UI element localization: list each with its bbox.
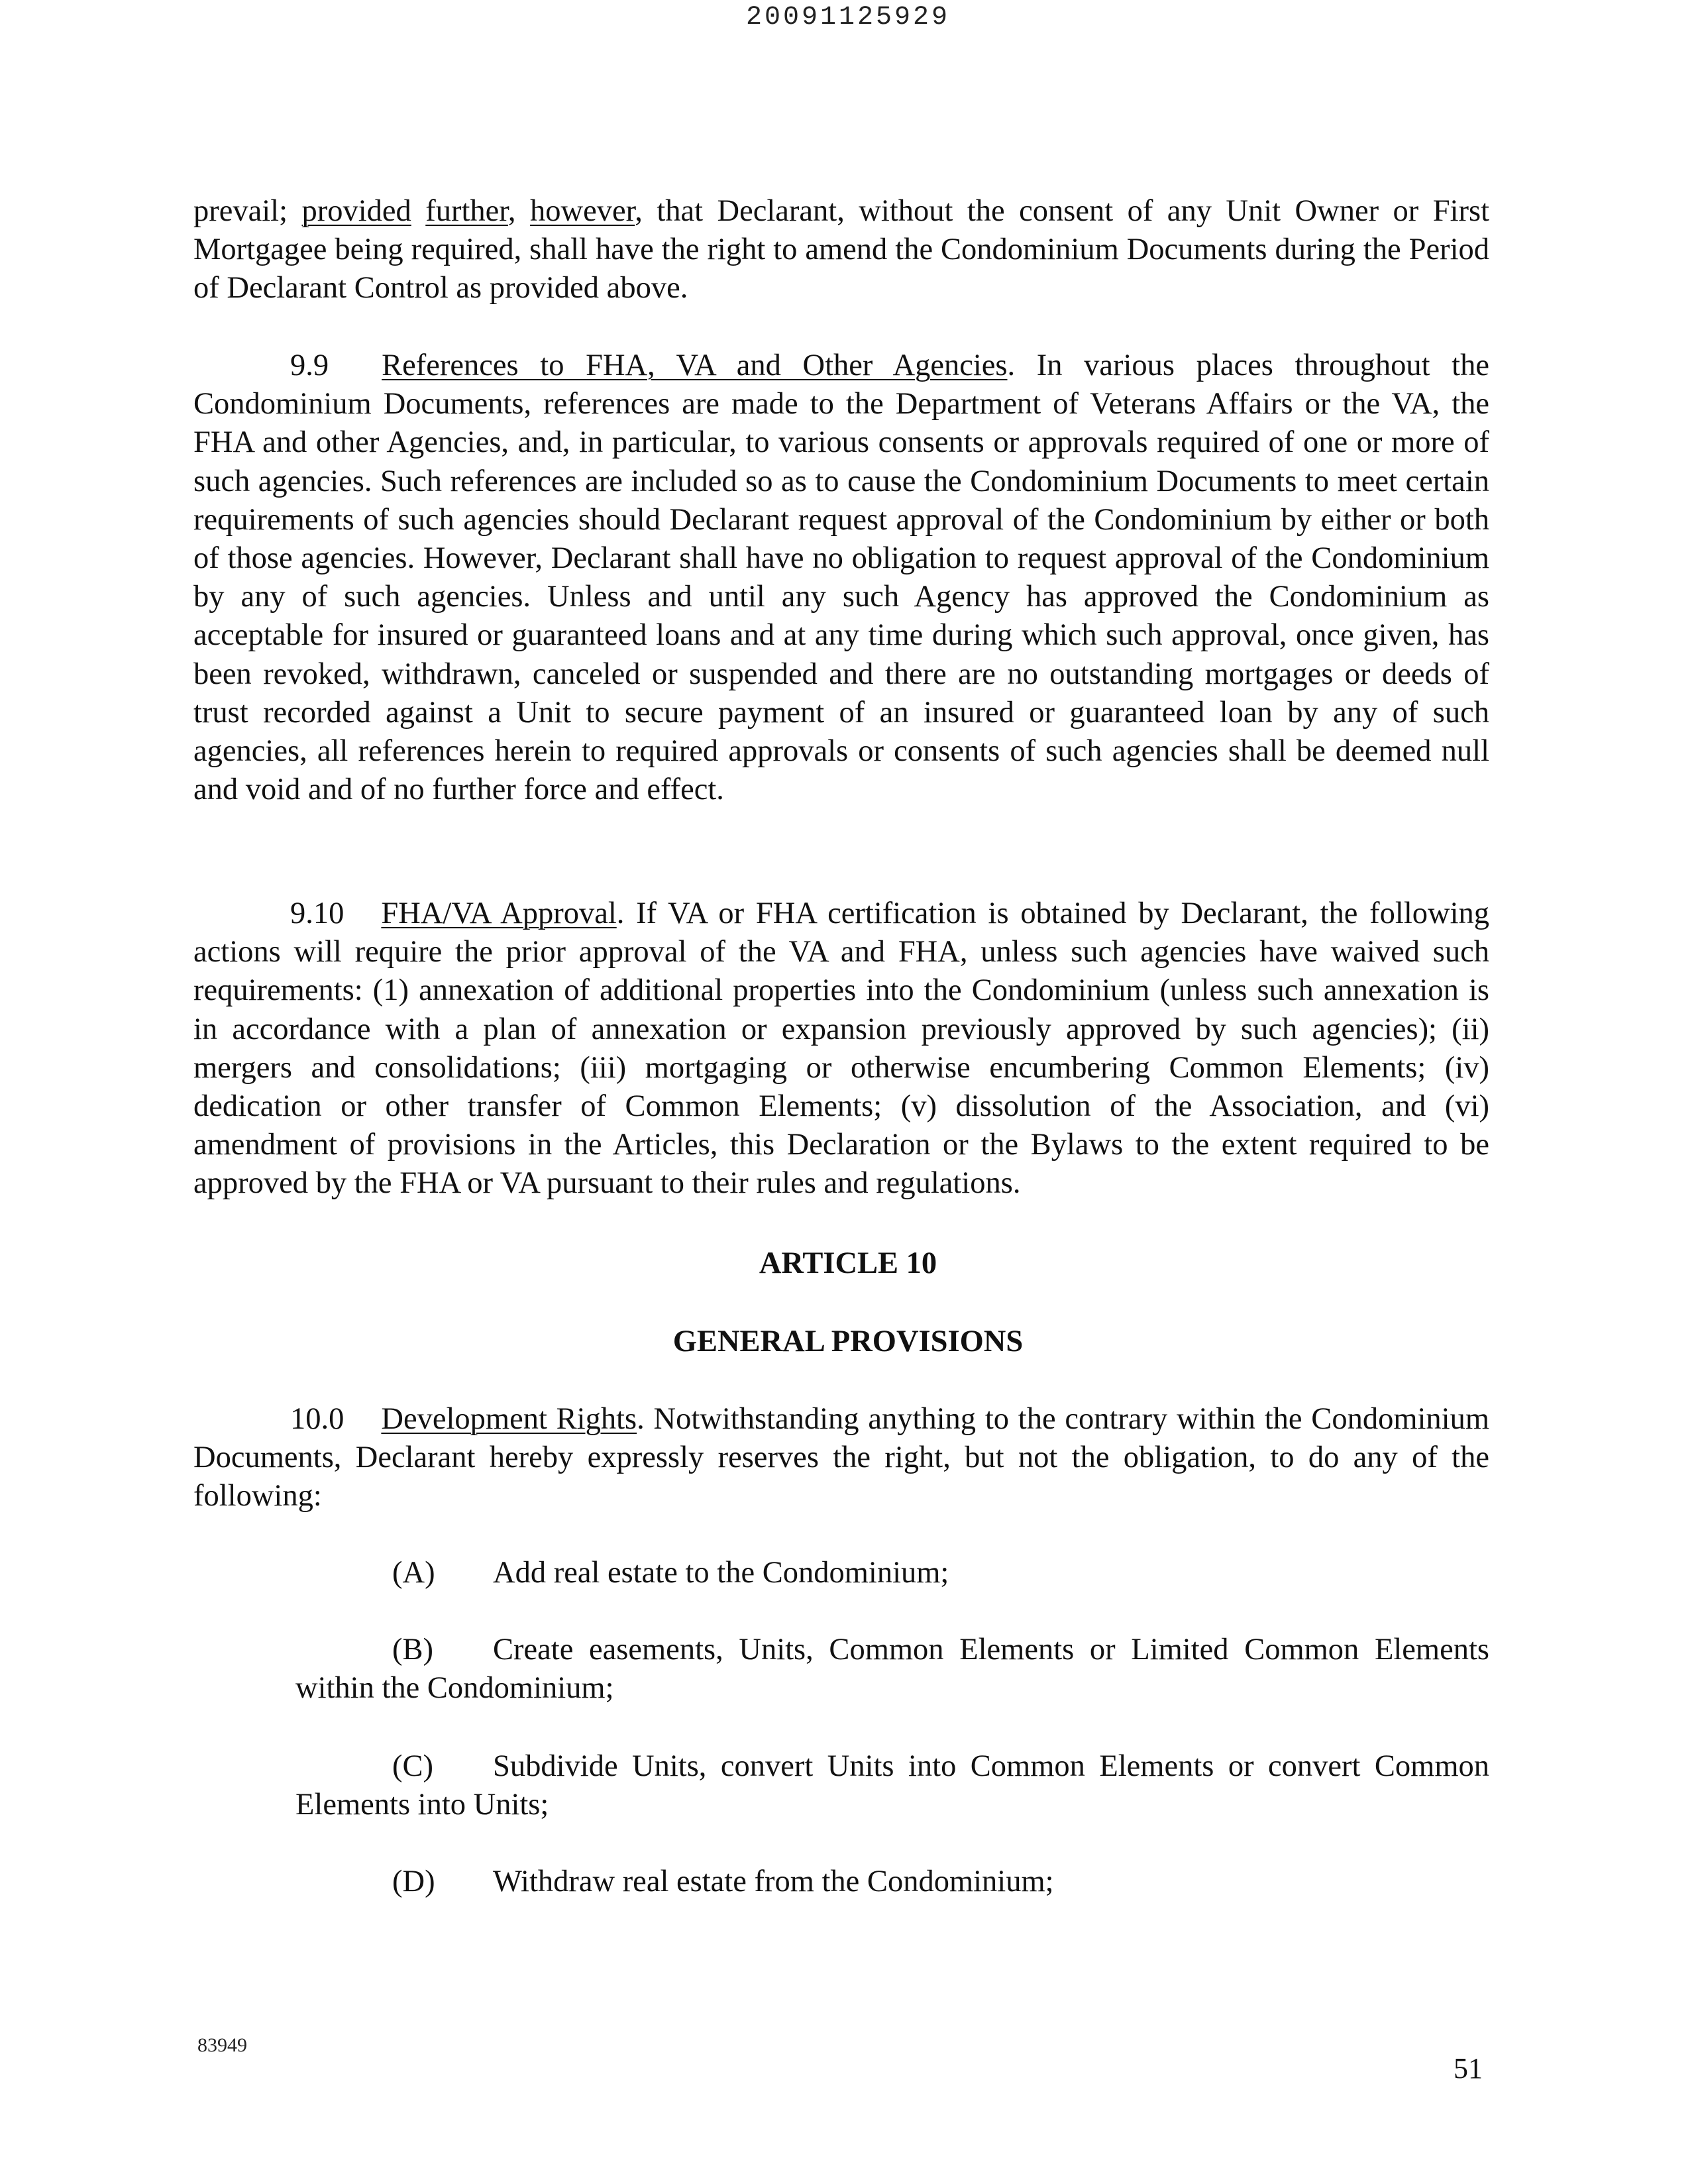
section-10-0 [193, 1400, 1489, 1516]
article-subheading: GENERAL PROVISIONS [672, 1325, 1024, 1358]
text-prevail: prevail; [193, 194, 302, 228]
section-9-10 [193, 895, 1489, 1203]
section-title: References to FHA, VA and Other Agencies [382, 349, 1008, 382]
item-label: (D) [392, 1865, 435, 1898]
section-body: . In various places throughout the Condominium Documents, references are made to the Department of Veterans Affairs or the VA, the FHA and other Agencies, and, in particular, to various consents or approvals required of one or more of such agencies. Such references are included so as to cause the Condominium Documents to meet certain requirements of such agencies should Declarant request approval of the Condominium by either or both of those agencies. However, Declarant shall have no obligation to request approval of the Condominium by any of such agencies. Unless and until any such Agency has approved the Condominium as acceptable for insured or guaranteed loans and at any time during which such approval, once given, has been revoked, withdrawn, canceled or suspended and there are no outstanding mortgages or deeds of trust recorded against a Unit to secure payment of an insured or guaranteed loan by any of such agencies, all references herein to required approvals or consents of such agencies shall be deemed null and void and of no further force and effect. [193, 349, 1489, 807]
paragraph-continuation: prevail; provided further, however, that Declarant, without the consent of any Unit Owner or First Mortgagee being required, shall have the right to amend the Condominium Documents during the Period of Declarant Control as provided above. [193, 194, 1490, 305]
section-title: FHA/VA Approval [381, 897, 617, 930]
item-text: Withdraw real estate from the Condominium; [493, 1865, 1054, 1898]
list-item [295, 1631, 1489, 1708]
underlined-provided: provided [301, 194, 411, 228]
section-body: . Notwithstanding anything to the contrary within the Condominium Documents, Declarant hereby expressly reserves the right, but not the obligation, to do any of the following: [193, 1402, 1489, 1513]
article-heading: ARTICLE 10 [759, 1246, 937, 1280]
section-number: 9.10 [290, 897, 344, 930]
list-item [295, 1747, 1489, 1824]
item-text: Create easements, Units, Common Elements or Limited Common Elements within the Condominium; [295, 1633, 1489, 1706]
section-9-9 [193, 347, 1489, 809]
footer-document-code: 83949 [197, 2034, 247, 2056]
page-number: 51 [1454, 2052, 1483, 2085]
item-label: (B) [392, 1633, 433, 1666]
text-continuation-body: , that Declarant, without the consent of any Unit Owner or First Mortgagee being required, shall have the right to amend the Condominium Documents during the Period of Declarant Control as provided above. [193, 194, 1490, 305]
section-title: Development Rights [381, 1402, 637, 1436]
item-text: Add real estate to the Condominium; [493, 1556, 949, 1590]
section-number: 10.0 [290, 1402, 344, 1436]
item-label: (A) [392, 1556, 435, 1590]
underlined-further: further [425, 194, 508, 228]
item-text: Subdivide Units, convert Units into Common Elements or convert Common Elements into Units; [295, 1749, 1489, 1822]
underlined-however: however [530, 194, 635, 228]
item-label: (C) [392, 1749, 433, 1783]
section-body: . If VA or FHA certification is obtained by Declarant, the following actions will require the prior approval of the VA and FHA, unless such agencies have waived such requirements: (1) annexation of additional properties into the Condominium (unless such annexation is in accordance with a plan of annexation or expansion previously approved by such agencies); (ii) mergers and consolidations; (iii) mortgaging or otherwise encumbering Common Elements; (iv) dedication or other transfer of Common Elements; (v) dissolution of the Association, and (vi) amendment of provisions in the Articles, this Declaration or the Bylaws to the extent required to be approved by the FHA or VA pursuant to their rules and regulations. [193, 897, 1489, 1201]
section-number: 9.9 [290, 349, 329, 382]
document-number: 20091125929 [745, 3, 951, 32]
list-item [295, 1863, 1489, 1901]
list-item [295, 1554, 1489, 1592]
